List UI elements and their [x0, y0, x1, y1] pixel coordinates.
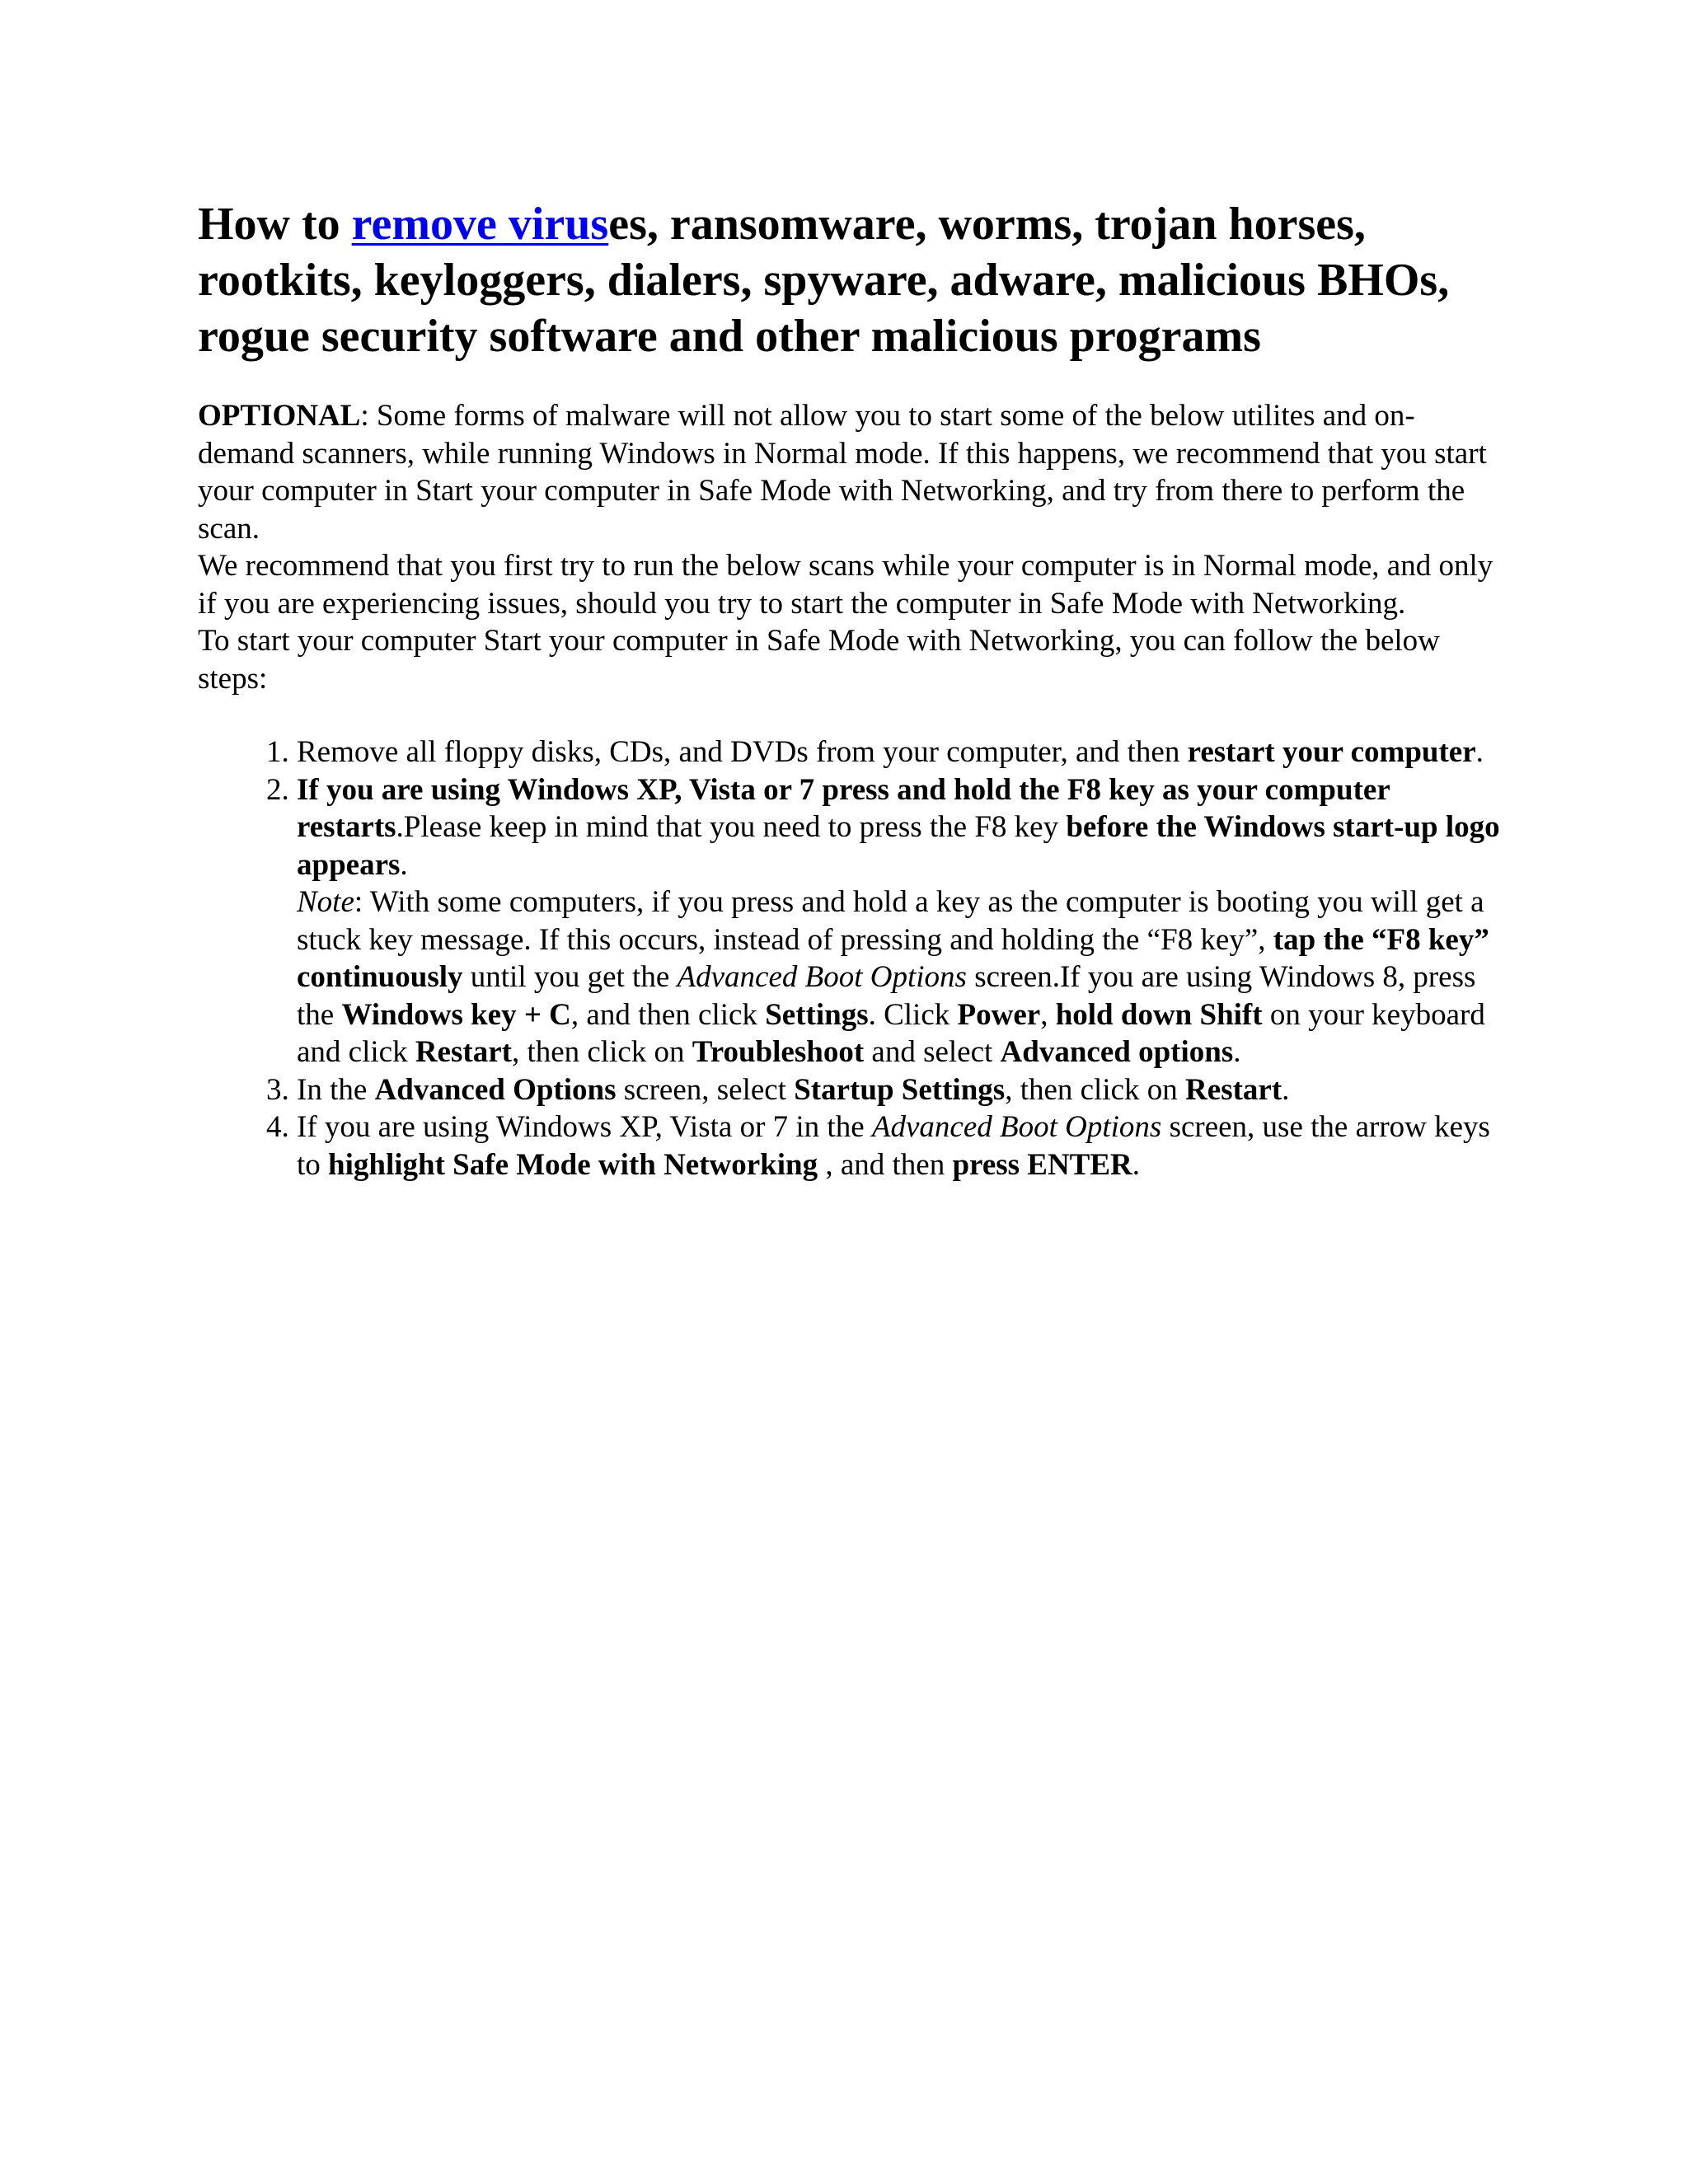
intro-paragraph-start: To start your computer Start your computer in Safe Mode with Networking, you can follow the below steps: — [198, 624, 1440, 696]
note-label: Note — [297, 885, 354, 919]
optional-label: OPTIONAL — [198, 399, 361, 433]
intro-paragraph-recommend: We recommend that you first try to run the below scans while your computer is in Normal mode, and only if you are experiencing issues, should you try to start the computer in Safe Mode with Networking. — [198, 549, 1493, 621]
intro-paragraph-optional — [198, 397, 1508, 547]
document-page — [198, 196, 1508, 1183]
list-item: 2. If you are using Windows XP, Vista or 7 press and hold the F8 key as your computer restarts.Please keep in mind that you need to press the F8 key before the Windows start-up logo appears. Note: With some computers, if you press and hold a key as the computer is booting you will get a stuck key message. If this occurs, instead of pressing and holding the “F8 key”, tap the “F8 key” continuously until you get the Advanced Boot Options screen.If you are using Windows 8, press the Windows key + C, and then click Settings. Click Power, hold down Shift on your keyboard and click Restart, then click on Troubleshoot and select Advanced options. — [297, 771, 1508, 1071]
list-item: 1. Remove all floppy disks, CDs, and DVDs from your computer, and then restart your computer. — [297, 733, 1508, 771]
page-title — [198, 196, 1508, 364]
title-suffix: es, ransomware, worms, trojan horses, rootkits, keyloggers, dialers, spyware, adware, malicious BHOs, rogue security software and other malicious programs — [198, 199, 1450, 362]
remove-virus-link[interactable]: remove virus — [351, 199, 609, 250]
title-prefix: How to — [198, 199, 352, 250]
intro-text-1: : Some forms of malware will not allow you to start some of the below utilites and on-demand scanners, while running Windows in Normal mode. If this happens, we recommend that you start your computer in Start your computer in Safe Mode with Networking, and try from there to perform the scan. — [198, 399, 1487, 546]
steps-list — [198, 733, 1508, 1183]
list-item: 4. If you are using Windows XP, Vista or 7 in the Advanced Boot Options screen, use the arrow keys to highlight Safe Mode with Networking , and then press ENTER. — [297, 1108, 1508, 1183]
list-item: 3. In the Advanced Options screen, select Startup Settings, then click on Restart. — [297, 1071, 1508, 1109]
